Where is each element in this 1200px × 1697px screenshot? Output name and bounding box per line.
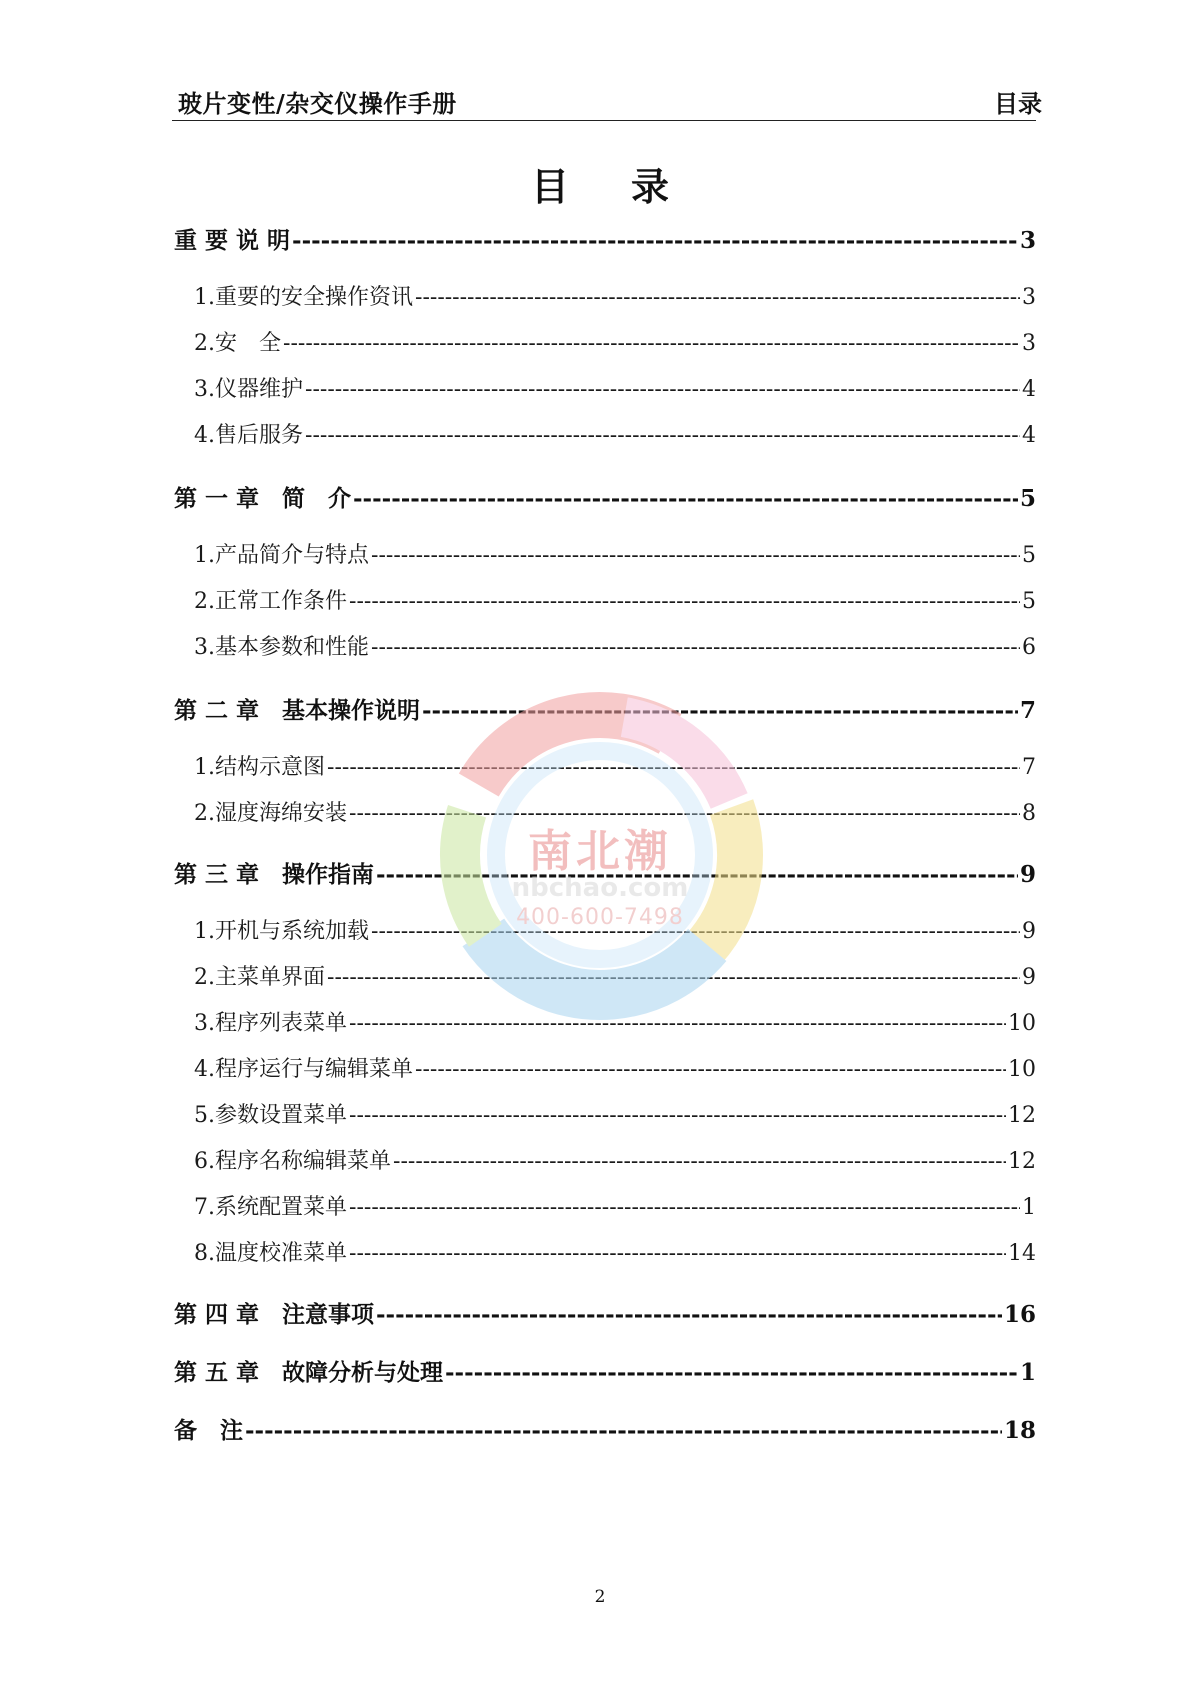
toc-entry-title: 正常工作条件: [215, 589, 348, 614]
toc-entry-page: 1: [1022, 1195, 1036, 1220]
watermark-domain: nbchao.com: [511, 873, 689, 903]
toc-entry-title: 仪器维护: [215, 377, 304, 402]
toc-section-entry[interactable]: [194, 326, 1036, 357]
toc-entry-number: 1.: [194, 543, 215, 568]
toc-entry-page: 9: [1019, 861, 1036, 888]
toc-dash-leader: [371, 635, 1020, 660]
toc-entry-title: 第 二 章 基本操作说明: [174, 697, 421, 724]
toc-dash-leader: [349, 1241, 1006, 1266]
toc-dash-leader: [245, 1417, 1002, 1444]
toc-entry-page: 14: [1008, 1241, 1036, 1266]
toc-entry-title: 重要的安全操作资讯: [215, 285, 414, 310]
toc-dash-leader: [305, 423, 1020, 448]
toc-dash-leader: [327, 965, 1020, 990]
toc-entry-page: 7: [1019, 697, 1036, 724]
toc-dash-leader: [349, 1011, 1006, 1036]
toc-entry-page: 7: [1022, 755, 1036, 780]
toc-dash-leader: [371, 543, 1020, 568]
toc-entry-title: 售后服务: [215, 423, 304, 448]
toc-entry-number: 2.: [194, 801, 215, 826]
toc-dash-leader: [353, 485, 1018, 512]
toc-section-entry[interactable]: [194, 750, 1036, 781]
watermark-phone: 400-600-7498: [516, 905, 684, 930]
toc-entry-number: 2.: [194, 331, 215, 356]
toc-entry-page: 5: [1019, 485, 1036, 512]
toc-entry-title: 第 一 章 简 介: [174, 485, 352, 512]
toc-entry-title: 第 五 章 故障分析与处理: [174, 1359, 444, 1386]
toc-entry-page: 10: [1008, 1057, 1036, 1082]
toc-section-entry[interactable]: [194, 1144, 1036, 1175]
toc-chapter-entry[interactable]: [174, 1354, 1036, 1387]
toc-entry-page: 9: [1022, 965, 1036, 990]
header-divider: [172, 120, 1036, 121]
toc-entry-title: 备 注: [174, 1417, 243, 1444]
toc-entry-title: 参数设置菜单: [215, 1103, 348, 1128]
toc-entry-page: 3: [1022, 285, 1036, 310]
toc-entry-title: 主菜单界面: [215, 965, 326, 990]
toc-entry-title: 结构示意图: [215, 755, 326, 780]
toc-chapter-entry[interactable]: [174, 856, 1036, 889]
toc-entry-page: 5: [1022, 589, 1036, 614]
toc-entry-title: 系统配置菜单: [215, 1195, 348, 1220]
toc-chapter-entry[interactable]: [174, 692, 1036, 725]
toc-dash-leader: [305, 377, 1020, 402]
toc-entry-number: 7.: [194, 1195, 215, 1220]
toc-heading: 目录: [530, 165, 731, 209]
toc-section-entry[interactable]: [194, 1006, 1036, 1037]
watermark-name: 南北潮: [528, 826, 672, 877]
toc-entry-page: 8: [1022, 801, 1036, 826]
toc-entry-number: 6.: [194, 1149, 215, 1174]
toc-section-entry[interactable]: [194, 914, 1036, 945]
toc-dash-leader: [445, 1359, 1018, 1386]
toc-entry-number: 1.: [194, 285, 215, 310]
toc-entry-title: 开机与系统加载: [215, 919, 370, 944]
toc-section-entry[interactable]: [194, 630, 1036, 661]
toc-entry-number: 2.: [194, 589, 215, 614]
toc-entry-page: 4: [1022, 423, 1036, 448]
toc-entry-page: 4: [1022, 377, 1036, 402]
toc-entry-number: 4.: [194, 423, 215, 448]
toc-entry-number: 2.: [194, 965, 215, 990]
toc-chapter-entry[interactable]: [174, 480, 1036, 513]
toc-dash-leader: [327, 755, 1020, 780]
toc-entry-page: 5: [1022, 543, 1036, 568]
toc-entry-title: 重 要 说 明: [174, 227, 291, 254]
toc-dash-leader: [292, 227, 1018, 254]
toc-entry-page: 18: [1003, 1417, 1036, 1444]
toc-entry-page: 1: [1019, 1359, 1036, 1386]
toc-entry-page: 6: [1022, 635, 1036, 660]
header-section-label: 目录: [994, 89, 1042, 118]
toc-dash-leader: [415, 1057, 1006, 1082]
toc-entry-number: 1.: [194, 919, 215, 944]
toc-section-entry[interactable]: [194, 584, 1036, 615]
toc-section-entry[interactable]: [194, 960, 1036, 991]
toc-dash-leader: [349, 1195, 1020, 1220]
toc-entry-title: 产品简介与特点: [215, 543, 370, 568]
toc-dash-leader: [376, 861, 1018, 888]
toc-entry-page: 16: [1003, 1301, 1036, 1328]
toc-entry-number: 3.: [194, 377, 215, 402]
toc-entry-number: 5.: [194, 1103, 215, 1128]
toc-dash-leader: [283, 331, 1020, 356]
toc-chapter-entry[interactable]: [174, 1412, 1036, 1445]
toc-dash-leader: [371, 919, 1020, 944]
toc-entry-number: 1.: [194, 755, 215, 780]
toc-entry-title: 安 全: [215, 331, 282, 356]
toc-section-entry[interactable]: [194, 796, 1036, 827]
toc-section-entry[interactable]: [194, 1236, 1036, 1267]
toc-entry-page: 10: [1008, 1011, 1036, 1036]
toc-entry-page: 3: [1022, 331, 1036, 356]
toc-entry-title: 基本参数和性能: [215, 635, 370, 660]
toc-dash-leader: [376, 1301, 1002, 1328]
page-number: 2: [594, 1587, 606, 1607]
toc-chapter-entry[interactable]: [174, 1296, 1036, 1329]
toc-entry-number: 8.: [194, 1241, 215, 1266]
toc-dash-leader: [415, 285, 1020, 310]
toc-section-entry[interactable]: [194, 418, 1036, 449]
toc-entry-title: 第 四 章 注意事项: [174, 1301, 375, 1328]
toc-section-entry[interactable]: [194, 1190, 1036, 1221]
toc-entry-page: 9: [1022, 919, 1036, 944]
toc-dash-leader: [349, 589, 1020, 614]
toc-section-entry[interactable]: [194, 538, 1036, 569]
toc-entry-title: 程序名称编辑菜单: [215, 1149, 392, 1174]
toc-dash-leader: [393, 1149, 1006, 1174]
toc-entry-number: 3.: [194, 1011, 215, 1036]
toc-section-entry[interactable]: [194, 1098, 1036, 1129]
toc-entry-number: 3.: [194, 635, 215, 660]
toc-section-entry[interactable]: [194, 280, 1036, 311]
toc-entry-page: 12: [1008, 1149, 1036, 1174]
toc-dash-leader: [349, 801, 1020, 826]
toc-entry-title: 程序运行与编辑菜单: [215, 1057, 414, 1082]
toc-entry-title: 第 三 章 操作指南: [174, 861, 375, 888]
toc-dash-leader: [422, 697, 1018, 724]
toc-chapter-entry[interactable]: [174, 222, 1036, 255]
toc-entry-title: 湿度海绵安装: [215, 801, 348, 826]
toc-entry-title: 程序列表菜单: [215, 1011, 348, 1036]
toc-entry-page: 3: [1019, 227, 1036, 254]
toc-entry-title: 温度校准菜单: [215, 1241, 348, 1266]
toc-entry-number: 4.: [194, 1057, 215, 1082]
toc-dash-leader: [349, 1103, 1006, 1128]
header-title: 玻片变性/杂交仪操作手册: [178, 89, 457, 118]
toc-entry-page: 12: [1008, 1103, 1036, 1128]
toc-section-entry[interactable]: [194, 372, 1036, 403]
toc-section-entry[interactable]: [194, 1052, 1036, 1083]
